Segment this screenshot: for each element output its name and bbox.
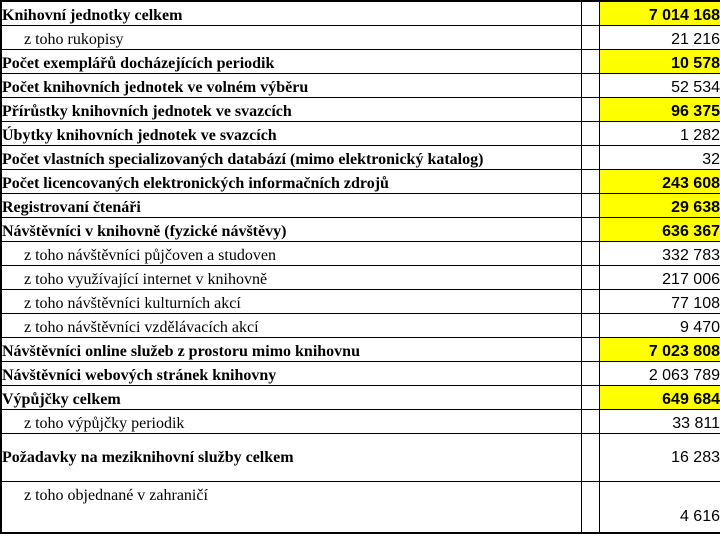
table-row — [1, 193, 720, 217]
row-label: Počet exemplářů docházejících periodik — [1, 49, 581, 73]
row-value: 243 608 — [599, 169, 720, 193]
row-value: 9 470 — [599, 313, 720, 337]
row-value: 29 638 — [599, 193, 720, 217]
table-row — [1, 481, 720, 533]
row-label: Požadavky na meziknihovní služby celkem — [1, 433, 581, 481]
row-label: z toho rukopisy — [1, 25, 581, 49]
row-value: 7 014 168 — [599, 1, 720, 25]
row-label: z toho využívající internet v knihovně — [1, 265, 581, 289]
row-label: z toho návštěvníci kulturních akcí — [1, 289, 581, 313]
row-value: 4 616 — [599, 481, 720, 533]
row-value: 217 006 — [599, 265, 720, 289]
table-row — [1, 409, 720, 433]
row-label: Návštěvníci v knihovně (fyzické návštěvy) — [1, 217, 581, 241]
row-label: z toho objednané v zahraničí — [1, 481, 581, 533]
row-label: Úbytky knihovních jednotek ve svazcích — [1, 121, 581, 145]
table-row — [1, 337, 720, 361]
row-label: Návštěvníci webových stránek knihovny — [1, 361, 581, 385]
table-row — [1, 169, 720, 193]
table-body — [1, 1, 720, 533]
row-label: z toho návštěvníci vzdělávacích akcí — [1, 313, 581, 337]
table-row — [1, 313, 720, 337]
row-label: z toho výpůjčky periodik — [1, 409, 581, 433]
row-value: 2 063 789 — [599, 361, 720, 385]
row-value: 10 578 — [599, 49, 720, 73]
row-value: 7 023 808 — [599, 337, 720, 361]
table-row — [1, 433, 720, 481]
row-value: 1 282 — [599, 121, 720, 145]
table-row — [1, 1, 720, 25]
row-value: 649 684 — [599, 385, 720, 409]
row-label: Počet licencovaných elektronických informačních zdrojů — [1, 169, 581, 193]
row-label: Počet knihovních jednotek ve volném výběru — [1, 73, 581, 97]
table-row — [1, 49, 720, 73]
row-label: Knihovní jednotky celkem — [1, 1, 581, 25]
row-label: Registrovaní čtenáři — [1, 193, 581, 217]
table-row — [1, 241, 720, 265]
row-value: 96 375 — [599, 97, 720, 121]
row-value: 52 534 — [599, 73, 720, 97]
row-value: 21 216 — [599, 25, 720, 49]
row-value: 16 283 — [599, 433, 720, 481]
row-value: 77 108 — [599, 289, 720, 313]
row-label: Návštěvníci online služeb z prostoru mimo knihovnu — [1, 337, 581, 361]
row-value: 332 783 — [599, 241, 720, 265]
row-label: z toho návštěvníci půjčoven a studoven — [1, 241, 581, 265]
table-row — [1, 97, 720, 121]
table-row — [1, 265, 720, 289]
row-label: Výpůjčky celkem — [1, 385, 581, 409]
table-row — [1, 385, 720, 409]
row-label: Přírůstky knihovních jednotek ve svazcích — [1, 97, 581, 121]
table-row — [1, 361, 720, 385]
table-row — [1, 73, 720, 97]
row-label: Počet vlastních specializovaných databází (mimo elektronický katalog) — [1, 145, 581, 169]
row-value: 33 811 — [599, 409, 720, 433]
table-row — [1, 289, 720, 313]
table-row — [1, 25, 720, 49]
table-row — [1, 217, 720, 241]
row-value: 636 367 — [599, 217, 720, 241]
table-row — [1, 145, 720, 169]
table-row — [1, 121, 720, 145]
row-value: 32 — [599, 145, 720, 169]
